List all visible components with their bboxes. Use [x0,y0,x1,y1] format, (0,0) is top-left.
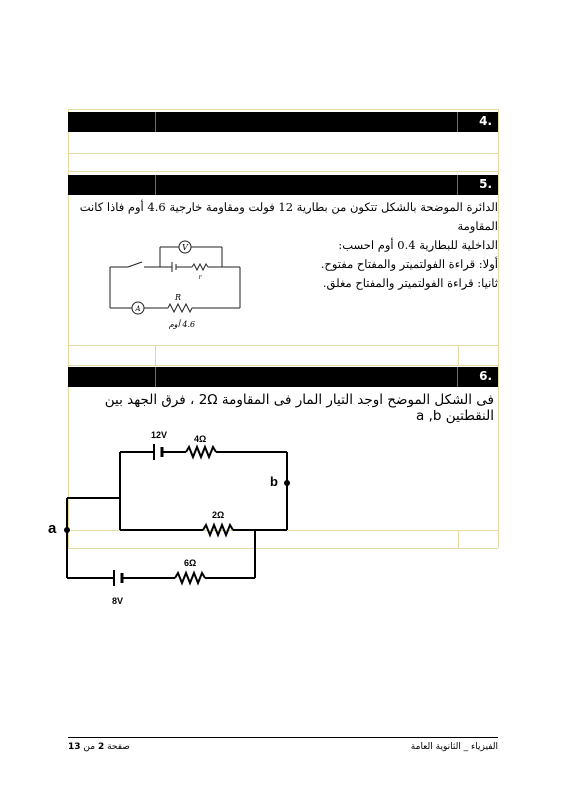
node-b-dot [284,480,290,486]
resistor-6-ohm-icon [175,573,205,583]
ammeter-label: A [135,305,141,313]
question-5-line-3: أولا: قراءة الفولتميتر والمفتاح مفتوح. [320,257,498,271]
question-number: .6 [479,369,492,383]
footer-page-number [68,742,130,752]
label-point-b: b [270,474,278,489]
internal-resistance-label: r [198,274,202,281]
footer-rule [68,737,498,738]
battery-8v-icon [114,570,122,586]
diagram-caption: 4.6 أوم [168,320,196,329]
battery-12v-icon [154,444,162,460]
label-point-a: a [48,520,57,537]
question-number: .4 [479,114,492,128]
question-5-line-2: الداخلية للبطارية 0.4 أوم احسب: [338,238,498,252]
question-6-text: فى الشكل الموضح اوجد التيار المار فى المقاومة 2Ω ، فرق الجهد بين النقطتين a ,b [104,392,494,424]
resistor-2-ohm-icon [203,525,233,535]
page-of: من [83,742,96,752]
page-total: 13 [68,742,81,752]
label-4-ohm: 4Ω [194,434,207,444]
footer-subject: الفيزياء _ الثانوية العامة [410,742,498,752]
voltmeter-label: V [182,243,188,252]
page-word: صفحة [107,742,130,752]
resistor-label: R [174,293,182,302]
page-current: 2 [97,742,105,752]
label-8v: 8V [112,596,124,606]
resistor-4-ohm-icon [186,447,216,457]
label-12v: 12V [151,430,168,440]
question-5-line-1: الدائرة الموضحة بالشكل تتكون من بطارية 12 فولت ومقاومة خارجية 4.6 أوم فاذا كانت المقاومة [79,200,498,233]
question-5-line-4: ثانيا: قراءة الفولتميتر والمفتاح مغلق. [322,276,498,290]
question-number: .5 [479,177,492,191]
label-2-ohm: 2Ω [212,510,225,520]
label-6-ohm: 6Ω [184,558,197,568]
